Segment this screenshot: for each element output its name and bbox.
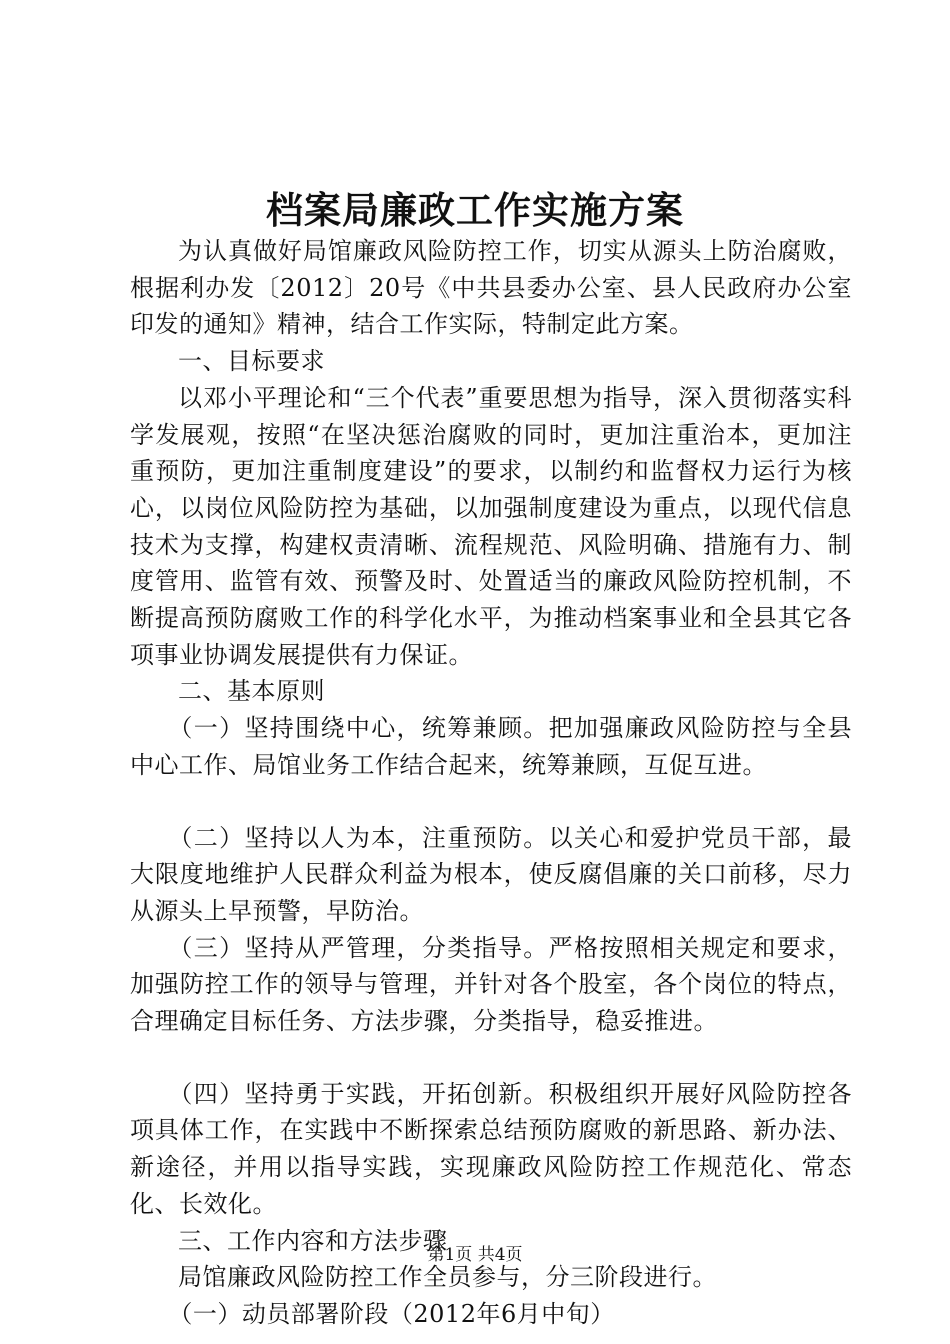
document-body	[130, 233, 852, 1333]
principle-paragraph-4: （四）坚持勇于实践，开拓创新。积极组织开展好风险防控各项具体工作，在实践中不断探索总结预防腐败的新思路、新办法、新途径，并用以指导实践，实现廉政风险防控工作规范化、常态化、长效化。	[130, 1079, 852, 1218]
section-heading-methods: 三、工作内容和方法步骤	[178, 1226, 448, 1255]
goals-paragraph: 以邓小平理论和“三个代表”重要思想为指导，深入贯彻落实科学发展观，按照“在坚决惩治腐败的同时，更加注重治本，更加注重预防，更加注重制度建设”的要求，以制约和监督权力运行为核心，以岗位风险防控为基础，以加强制度建设为重点，以现代信息技术为支撑，构建权责清晰、流程规范、风险明确、措施有力、制度管用、监管有效、预警及时、处置适当的廉政风险防控机制，不断提高预防腐败工作的科学化水平，为推动档案事业和全县其它各项事业协调发展提供有力保证。	[130, 383, 852, 669]
phase-heading-1: （一）动员部署阶段（2012年6月中旬）	[168, 1299, 615, 1328]
page-footer: 第1页 共4页	[427, 1245, 523, 1265]
section-heading-principles: 二、基本原则	[178, 677, 325, 706]
principle-paragraph-1: （一）坚持围绕中心，统筹兼顾。把加强廉政风险防控与全县中心工作、局馆业务工作结合起来，统筹兼顾，互促互进。	[130, 714, 852, 779]
principle-paragraph-2: （二）坚持以人为本，注重预防。以关心和爱护党员干部，最大限度地维护人民群众利益为根本，使反腐倡廉的关口前移，尽力从源头上早预警，早防治。	[130, 823, 852, 925]
principle-paragraph-3: （三）坚持从严管理，分类指导。严格按照相关规定和要求，加强防控工作的领导与管理，并针对各个股室，各个岗位的特点，合理确定目标任务、方法步骤，分类指导，稳妥推进。	[130, 933, 852, 1036]
methods-paragraph: 局馆廉政风险防控工作全员参与，分三阶段进行。	[178, 1263, 717, 1292]
intro-paragraph: 为认真做好局馆廉政风险防控工作，切实从源头上防治腐败，根据利办发〔2012〕20号《中共县委办公室、县人民政府办公室印发的通知》精神，结合工作实际，特制定此方案。	[130, 237, 852, 339]
section-heading-goals: 一、目标要求	[178, 347, 325, 376]
document-title: 档案局廉政工作实施方案	[266, 188, 684, 232]
